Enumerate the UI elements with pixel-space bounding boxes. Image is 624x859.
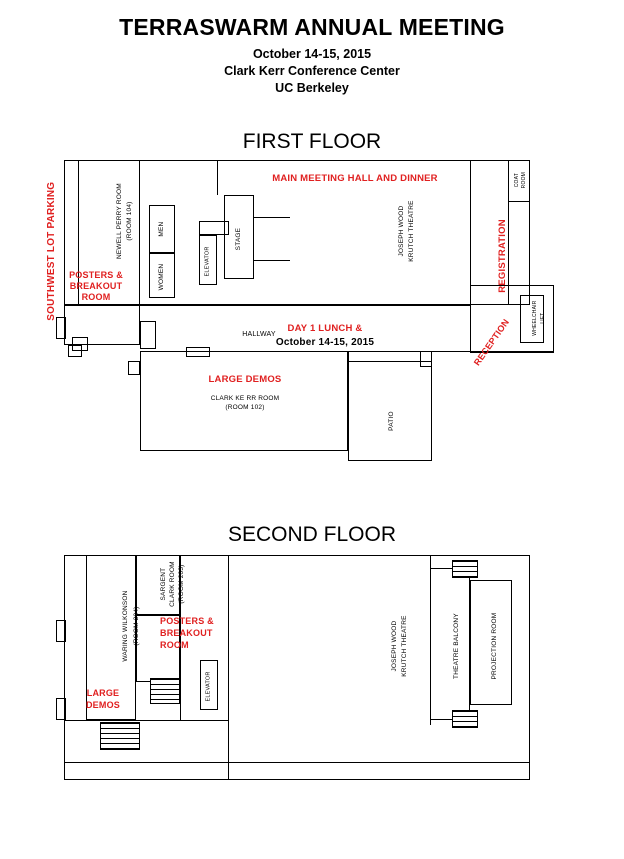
campus-name: UC Berkeley: [275, 81, 349, 95]
coat-room-label-1: COAT: [513, 172, 520, 188]
day1-lunch-label: DAY 1 LUNCH &: [287, 323, 363, 334]
posters-breakout-label-3: ROOM: [81, 292, 111, 302]
wheelchair-lift-label-2: LIFT: [539, 312, 546, 324]
first-floor-plan: [0, 155, 624, 505]
men-restroom-label: MEN: [157, 221, 165, 237]
stairs-theatre-south: [452, 710, 478, 728]
posters-breakout-label-second-3: ROOM: [160, 640, 189, 650]
main-meeting-hall-label: MAIN MEETING HALL AND DINNER: [272, 173, 438, 184]
posters-breakout-label-2: BREAKOUT: [69, 281, 123, 291]
lower-wing-notch-1: [128, 361, 140, 375]
stairs-southwest: [100, 722, 140, 750]
stairs-west-mid: [150, 678, 180, 704]
stage-label: STAGE: [234, 227, 242, 251]
reception-label: RECEPTION: [471, 317, 512, 368]
posters-breakout-label-1: POSTERS &: [69, 270, 123, 280]
large-demos-label-second-1: LARGE: [86, 688, 120, 698]
patio-step-notch: [420, 351, 432, 367]
hallway-notch-west: [140, 321, 156, 349]
theatre-label-line1: JOSEPH WOOD: [397, 205, 405, 257]
hallway-label: HALLWAY: [242, 331, 276, 338]
southwest-lot-parking-label: SOUTHWEST LOT PARKING: [45, 181, 57, 321]
west-notch-second-1: [56, 620, 66, 642]
elevator-label-second: ELEVATOR: [205, 671, 212, 702]
posters-breakout-label-second-2: BREAKOUT: [160, 628, 213, 638]
theatre-label-second-1: JOSEPH WOOD: [390, 620, 398, 672]
second-floor-heading: SECOND FLOOR: [227, 523, 397, 546]
theatre-west-wall: [217, 160, 218, 195]
women-restroom-label: WOMEN: [157, 263, 165, 291]
projection-room-label: PROJECTION ROOM: [490, 612, 498, 680]
sargent-clark-label-1: SARGENT: [159, 567, 167, 601]
large-demos-label-first: LARGE DEMOS: [208, 374, 282, 385]
coat-room-label-2: ROOM: [520, 171, 527, 189]
stage-rear-line: [254, 260, 290, 261]
stage-front-line: [254, 217, 290, 218]
clark-kerr-room-number: (ROOM 102): [225, 404, 265, 411]
stairs-theatre-north: [452, 560, 478, 578]
theatre-east-wall: [470, 160, 471, 305]
wheelchair-lift-label-1: WHEELCHAIR: [531, 300, 538, 336]
waring-wilkonson-label: WARING WILKONSON: [121, 590, 129, 662]
theatre-balcony-outline: [430, 568, 470, 720]
large-demos-label-second-2: DEMOS: [85, 700, 120, 710]
theatre-label-line2: KRUTCH THEATRE: [407, 200, 415, 262]
page-title: TERRASWARM ANNUAL MEETING: [119, 14, 505, 40]
elevator-label-first: ELEVATOR: [204, 246, 211, 277]
second-floor-lower-wall: [64, 720, 228, 721]
day1-lunch-sublabel: October 14-15, 2015: [275, 337, 375, 348]
corridor-east-wall-second: [228, 555, 229, 780]
posters-breakout-label-second-1: POSTERS &: [160, 616, 214, 626]
clark-kerr-room-label: CLARK KE RR ROOM: [210, 395, 280, 402]
sargent-clark-number: (ROOM 203): [177, 564, 185, 604]
first-floor-heading: FIRST FLOOR: [242, 130, 382, 153]
waring-wilkonson-number: (ROOM 204): [132, 606, 140, 646]
second-floor-bottom-band: [64, 762, 530, 763]
theatre-balcony-label: THEATRE BALCONY: [452, 613, 460, 679]
newell-perry-room-label: NEWELL PERRY ROOM: [115, 183, 123, 260]
west-notch-second-2: [56, 698, 66, 720]
second-floor-plan: [0, 550, 624, 790]
venue-name: Clark Kerr Conference Center: [224, 64, 400, 78]
theatre-label-second-2: KRUTCH THEATRE: [400, 615, 408, 677]
lower-wing-notch-2: [72, 337, 88, 351]
document-header: [0, 14, 624, 95]
registration-label: REGISTRATION: [497, 219, 509, 293]
hallway-north-wall: [140, 305, 470, 306]
meeting-date: October 14-15, 2015: [252, 47, 372, 61]
patio-label: PATIO: [387, 411, 395, 431]
sargent-clark-label-2: CLARK ROOM: [168, 561, 176, 607]
newell-perry-room-number: (ROOM 104): [125, 201, 133, 241]
